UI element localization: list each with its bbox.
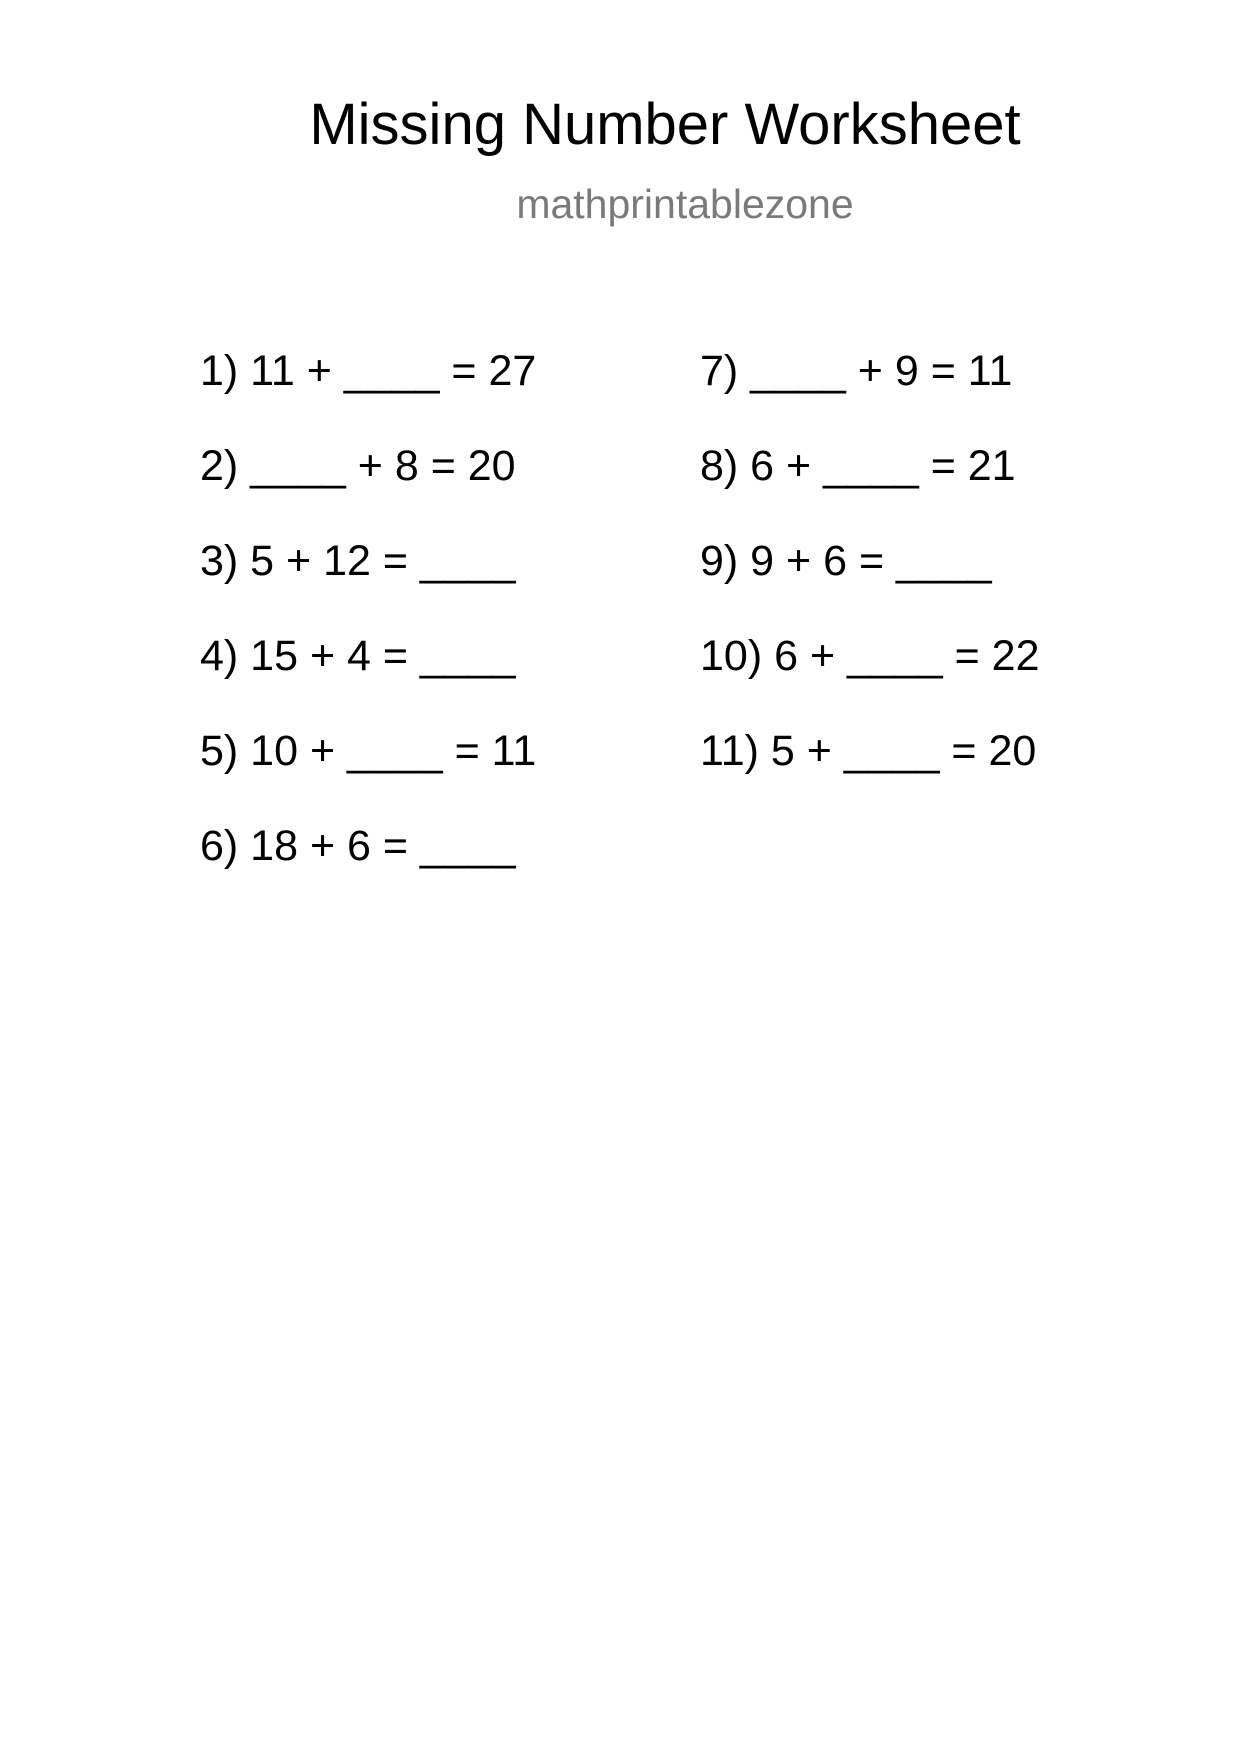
problem-column-right bbox=[700, 347, 1040, 825]
problem-7: 7) ____ + 9 = 11 bbox=[700, 347, 1013, 395]
worksheet-source: mathprintablezone bbox=[516, 181, 854, 227]
worksheet-title: Missing Number Worksheet bbox=[309, 92, 1021, 157]
problem-9: 9) 9 + 6 = ____ bbox=[700, 537, 992, 585]
problem-10: 10) 6 + ____ = 22 bbox=[700, 632, 1040, 680]
problem-8: 8) 6 + ____ = 21 bbox=[700, 442, 1016, 490]
problem-column-left bbox=[200, 347, 537, 920]
problem-3: 3) 5 + 12 = ____ bbox=[200, 537, 516, 585]
problem-2: 2) ____ + 8 = 20 bbox=[200, 442, 516, 490]
problem-4: 4) 15 + 4 = ____ bbox=[200, 632, 516, 680]
problem-11: 11) 5 + ____ = 20 bbox=[700, 727, 1037, 775]
problem-6: 6) 18 + 6 = ____ bbox=[200, 822, 516, 870]
problem-1: 1) 11 + ____ = 27 bbox=[200, 347, 537, 395]
problem-5: 5) 10 + ____ = 11 bbox=[200, 727, 537, 775]
